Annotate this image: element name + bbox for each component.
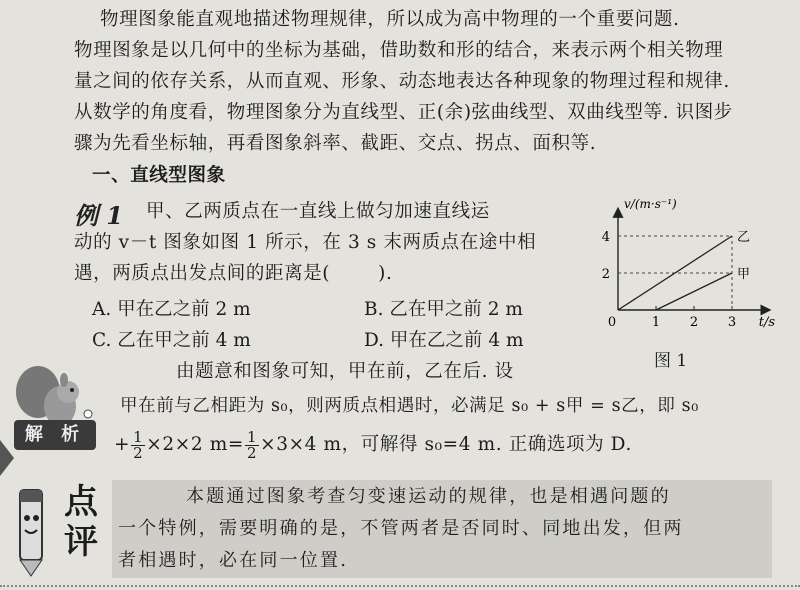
bottom-divider [0,585,800,587]
y-axis-label: v/(m·s⁻¹) [624,197,677,211]
y-tick-label: 2 [601,267,610,282]
option-d: D. 甲在乙之前 4 m [364,330,524,351]
example-line-1: 甲、乙两质点在一直线上做匀加速直线运 [146,201,490,222]
example-badge: 例 1 [74,201,124,230]
origin-label: 0 [607,315,617,330]
figure-caption: 图 1 [654,351,688,371]
intro-line-1: 物理图象能直观地描述物理规律，所以成为高中物理的一个重要问题. [100,9,680,30]
intro-line-5: 骤为先看坐标轴，再看图象斜率、截距、交点、拐点、面积等. [74,133,597,154]
section-heading: 一、直线型图象 [92,165,226,186]
option-c: C. 乙在甲之前 4 m [92,330,251,351]
analysis-equation-mid: ×2×2 m= [146,434,244,455]
y-tick-label: 4 [601,230,610,245]
intro-line-4: 从数学的角度看，物理图象分为直线型、正(余)弦曲线型、双曲线型等. 识图步 [74,102,733,123]
x-axis-label: t/s [758,315,776,330]
series-label-2: 甲 [737,267,751,282]
option-b: B. 乙在甲之前 2 m [364,299,523,320]
fraction-half-2: $\frac{1}{2}$ [246,427,258,462]
intro-line-2: 物理图象是以几何中的坐标为基础，借助数和形的结合，来表示两个相关物理 [74,40,724,61]
analysis-line-2: 甲在前与乙相距为 s₀，则两质点相遇时，必满足 s₀ + s甲 = s乙，即 s₀ [120,396,699,416]
intro-line-3: 量之间的依存关系，从而直观、形象、动态地表达各种现象的物理过程和规律. [74,71,730,92]
comment-line-2: 一个特例，需要明确的是，不管两者是否同时、同地出发，但两 [118,518,684,539]
x-tick-label: 2 [689,315,699,330]
example-line-3-close: ). [378,263,393,284]
comment-line-3: 者相遇时，必在同一位置. [118,550,349,571]
example-line-3-text: 遇，两质点出发点间的距离是( [74,263,331,284]
side-arrow-icon [0,440,14,476]
comment-line-1: 本题通过图象考查匀变速运动的规律，也是相遇问题的 [186,486,671,507]
pencil-mascot-icon [6,480,58,580]
x-tick-label: 1 [651,315,661,330]
analysis-line-1: 由题意和图象可知，甲在前，乙在后. 设 [176,361,514,382]
option-a: A. 甲在乙之前 2 m [92,299,251,320]
vt-chart [596,192,796,342]
x-tick-label: 3 [727,315,737,330]
comment-label: 点评 [64,482,98,562]
series-label-1: 乙 [737,230,751,245]
fraction-half-1: $\frac{1}{2}$ [133,427,144,462]
analysis-equation-end: ×3×4 m，可解得 s₀=4 m. 正确选项为 D. [260,434,632,455]
analysis-line-3 [114,428,800,462]
example-line-2: 动的 v－t 图象如图 1 所示，在 3 s 末两质点在途中相 [74,232,537,253]
analysis-label: 解 析 [14,420,96,450]
plus-sign: + [114,434,131,455]
